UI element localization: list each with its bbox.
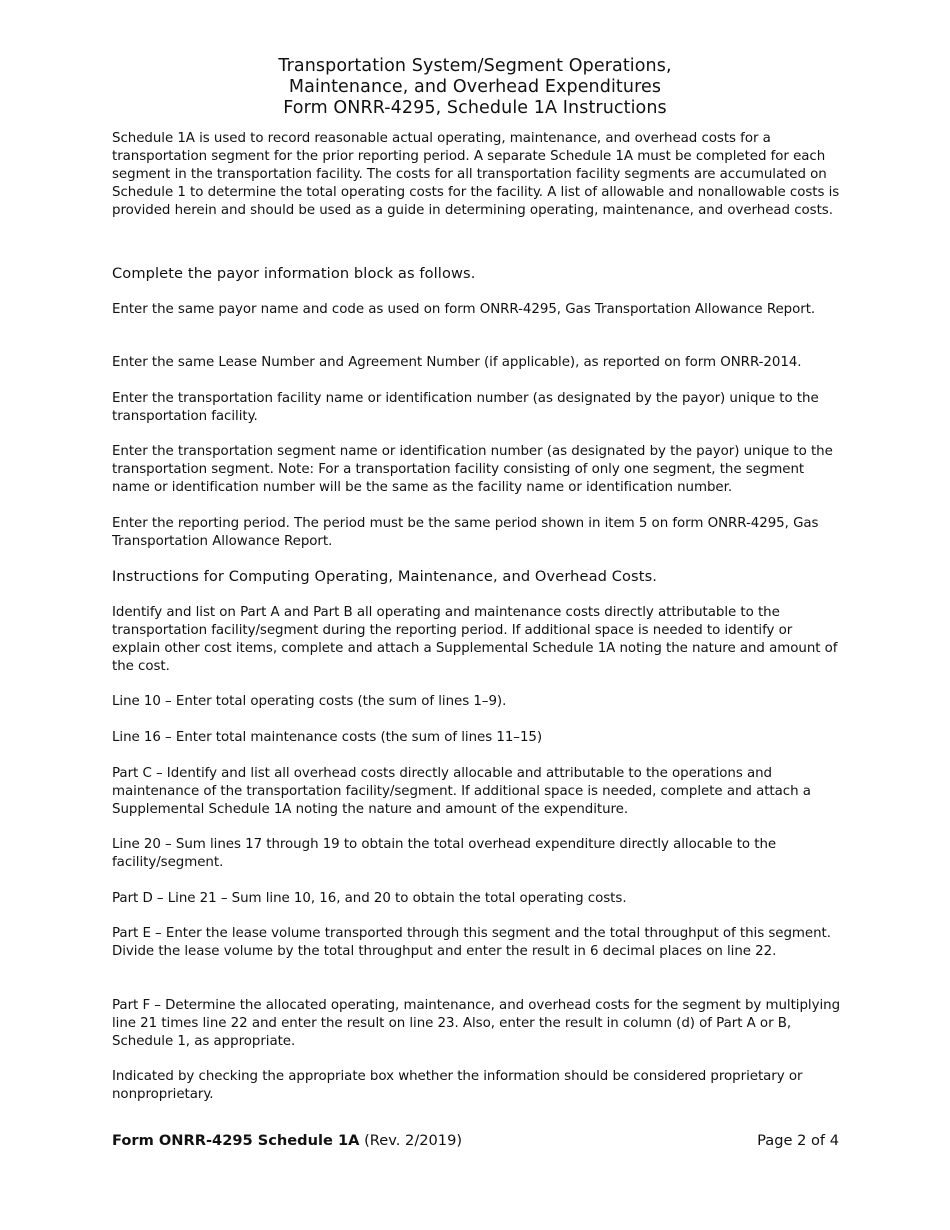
title-line-1: Transportation System/Segment Operations,	[278, 56, 672, 76]
computing-instruction: Line 20 – Sum lines 17 through 19 to obtain the total overhead expenditure directly allocable to the facility/segment.	[112, 837, 777, 870]
footer-form-id	[112, 1131, 462, 1151]
payor-instruction: Enter the same payor name and code as used on form ONRR-4295, Gas Transportation Allowance Report.	[112, 302, 816, 317]
payor-section-heading: Complete the payor information block as follows.	[112, 265, 476, 282]
payor-instruction: Enter the transportation facility name or identification number (as designated by the payor) unique to the transportation facility.	[112, 391, 819, 424]
title-line-3: Form ONRR-4295, Schedule 1A Instructions	[283, 98, 667, 118]
computing-instruction: Part F – Determine the allocated operating, maintenance, and overhead costs for the segment by multiplying line 21 times line 22 and enter the result on line 23. Also, enter the result in column (d) of Part A or B, Schedule 1, as appropriate.	[112, 998, 841, 1049]
payor-instruction: Enter the reporting period. The period must be the same period shown in item 5 on form ONRR-4295, Gas Transportation Allowance Report.	[112, 516, 819, 549]
computing-instruction: Identify and list on Part A and Part B all operating and maintenance costs directly attributable to the transportation facility/segment during the reporting period. If additional space is needed to identify or explain other cost items, complete and attach a Supplemental Schedule 1A noting the nature and amount of the cost.	[112, 605, 838, 674]
page-title	[0, 56, 950, 119]
computing-instruction: Part E – Enter the lease volume transported through this segment and the total throughput of this segment. Divide the lease volume by the total throughput and enter the result in 6 decimal places on line 22.	[112, 926, 831, 959]
computing-instruction: Part D – Line 21 – Sum line 10, 16, and 20 to obtain the total operating costs.	[112, 891, 627, 906]
computing-instruction: Indicated by checking the appropriate box whether the information should be considered proprietary or nonproprietary.	[112, 1069, 803, 1102]
footer-form-name: Form ONRR-4295 Schedule 1A	[112, 1132, 360, 1149]
computing-instruction: Part C – Identify and list all overhead costs directly allocable and attributable to the operations and maintenance of the transportation facility/segment. If additional space is needed, complete and attach a Supplemental Schedule 1A noting the nature and amount of the expenditure.	[112, 766, 811, 817]
footer-revision: (Rev. 2/2019)	[364, 1132, 463, 1149]
title-line-2: Maintenance, and Overhead Expenditures	[288, 77, 662, 97]
payor-instruction: Enter the same Lease Number and Agreement Number (if applicable), as reported on form ONRR-2014.	[112, 355, 802, 370]
computing-section-heading: Instructions for Computing Operating, Maintenance, and Overhead Costs.	[112, 568, 658, 585]
computing-instruction: Line 10 – Enter total operating costs (the sum of lines 1–9).	[112, 694, 507, 709]
footer-page-number: Page 2 of 4	[757, 1132, 839, 1149]
computing-instruction: Line 16 – Enter total maintenance costs (the sum of lines 11–15)	[112, 730, 543, 745]
payor-instruction: Enter the transportation segment name or identification number (as designated by the payor) unique to the transportation segment. Note: For a transportation facility consisting of only one segment, the segment name or identification number will be the same as the facility name or identification number.	[112, 444, 833, 495]
intro-paragraph: Schedule 1A is used to record reasonable actual operating, maintenance, and overhead costs for a transportation segment for the prior reporting period. A separate Schedule 1A must be completed for each segment in the transportation facility. The costs for all transportation facility segments are accumulated on Schedule 1 to determine the total operating costs for the facility. A list of allowable and nonallowable costs is provided herein and should be used as a guide in determining operating, maintenance, and overhead costs.	[112, 131, 840, 218]
